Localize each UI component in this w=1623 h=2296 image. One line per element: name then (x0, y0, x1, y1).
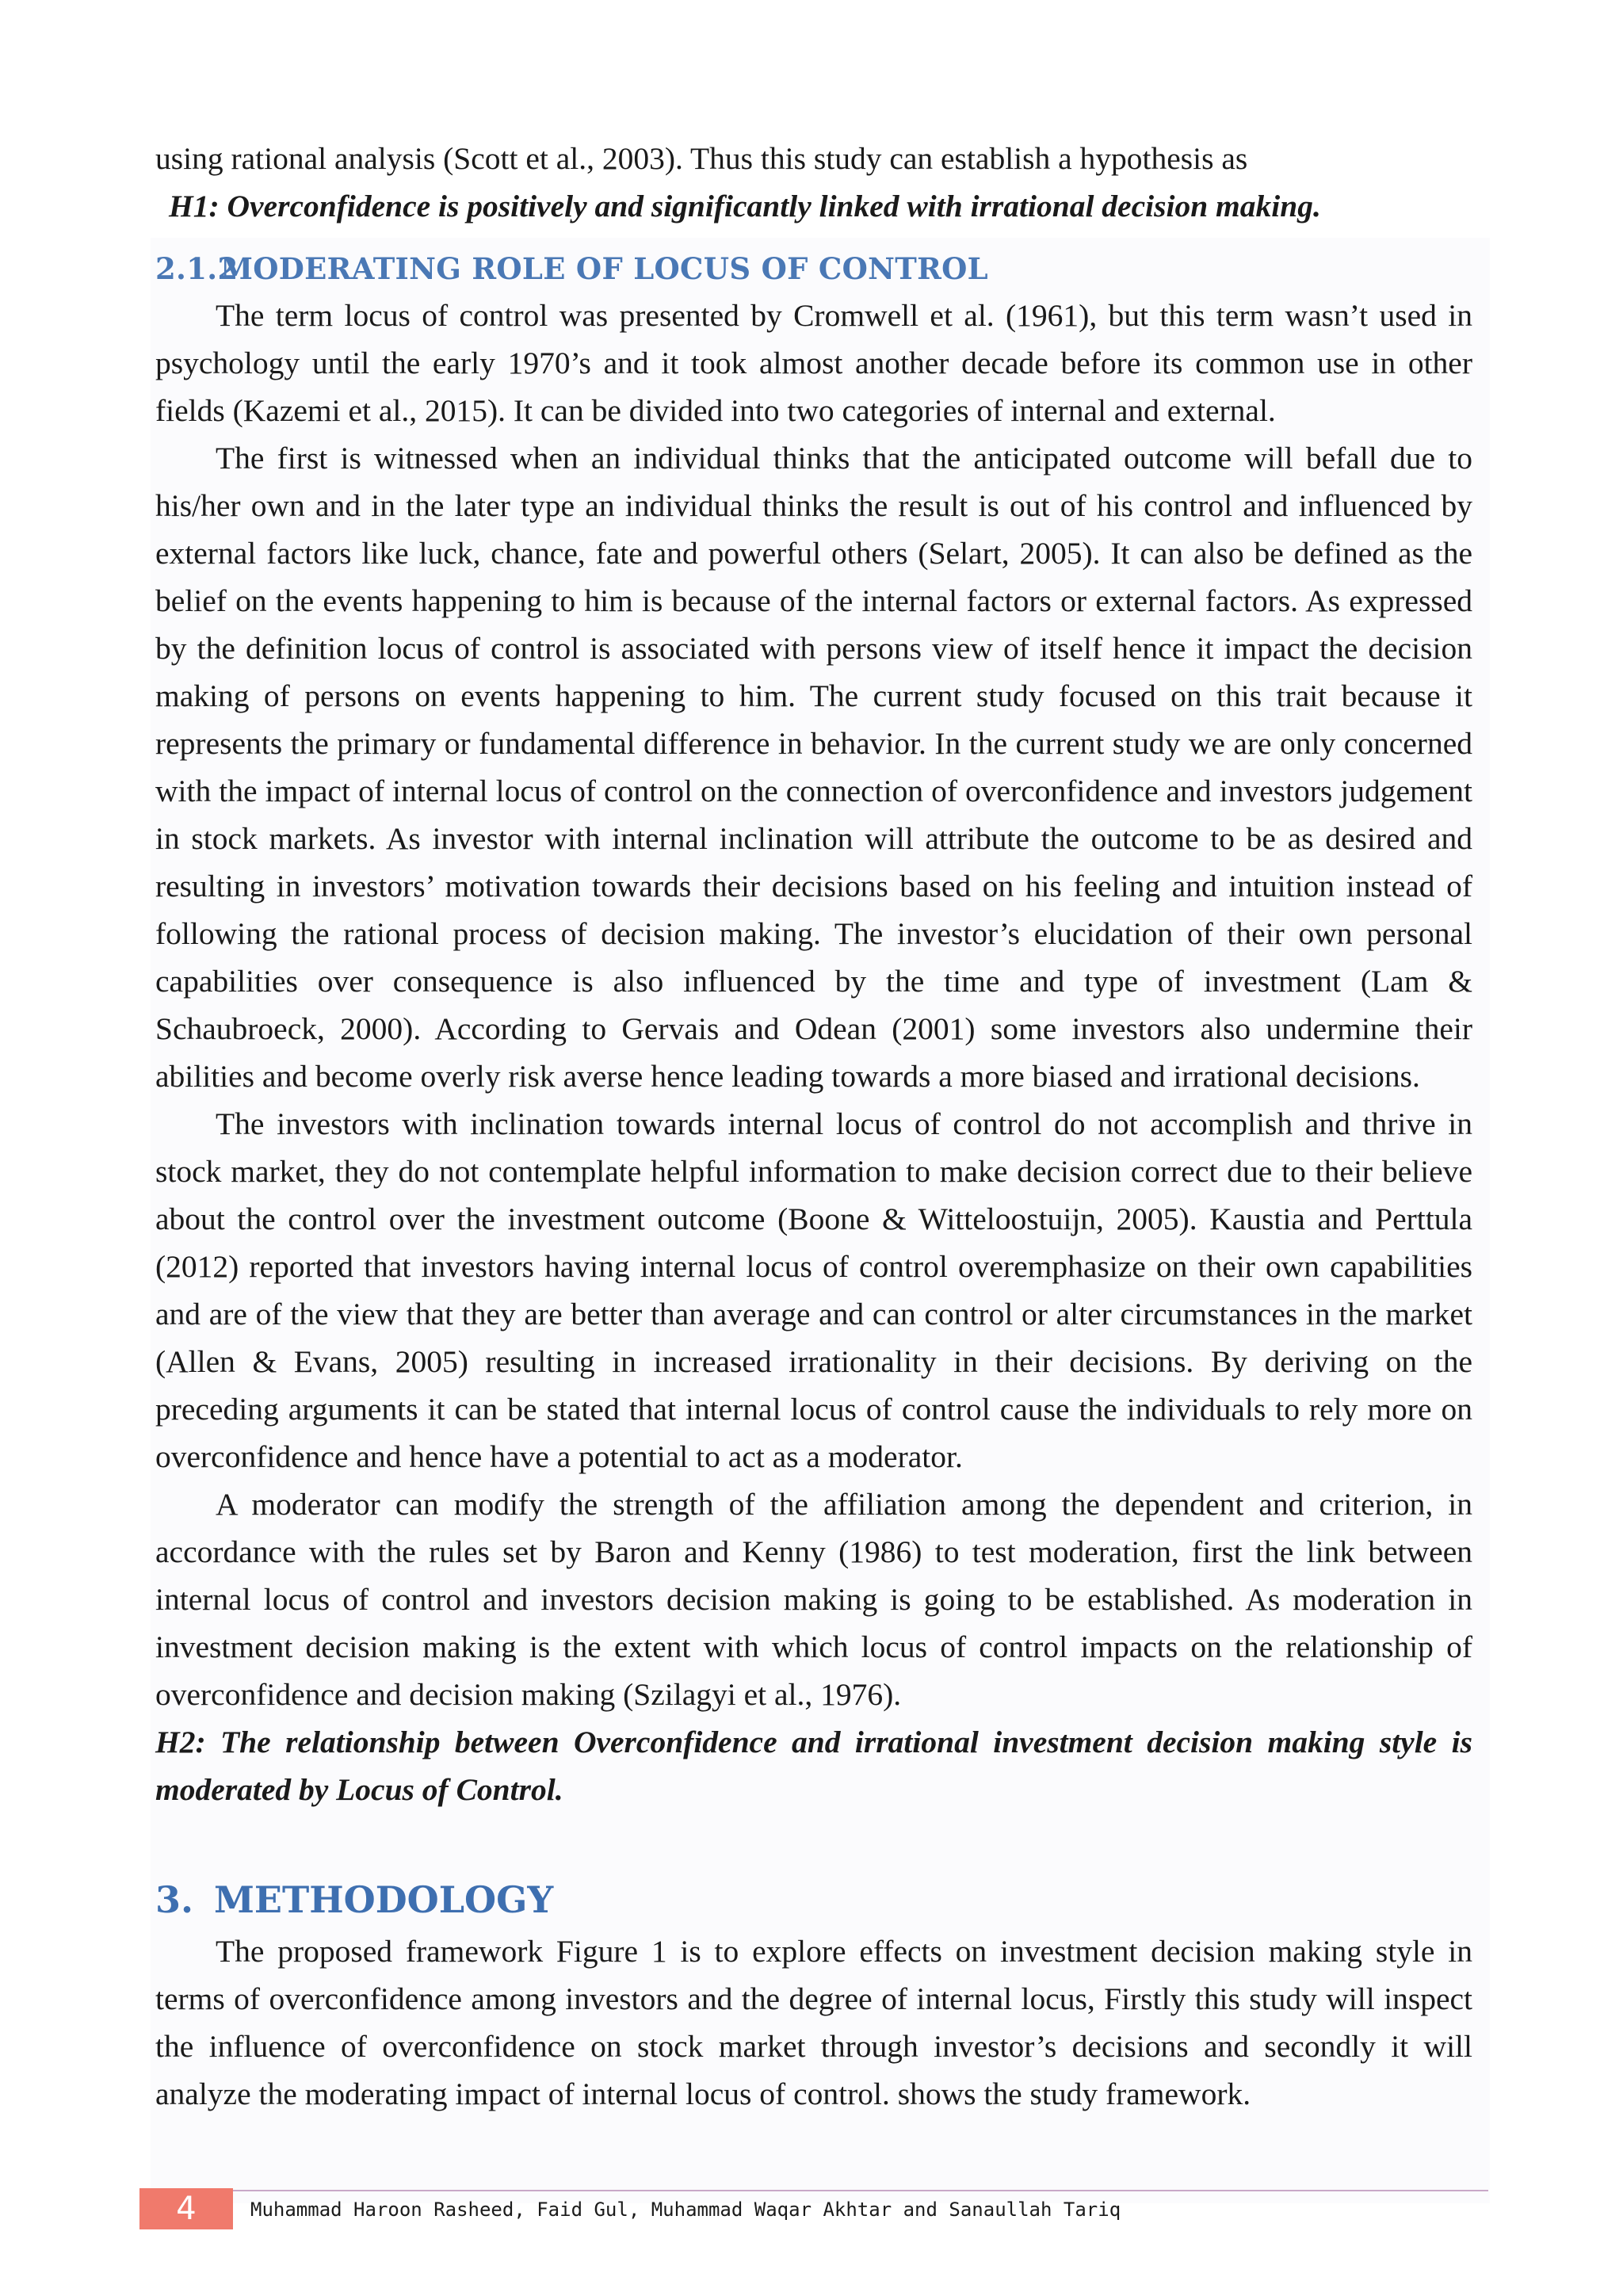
section-title: METHODOLOGY (214, 1878, 554, 1921)
paragraph-internal-locus-investors: The investors with inclination towards internal locus of control do not accomplish and thrive in stock market, they do not contemplate helpful information to make decision correct due to their believe about the control over the investment outcome (Boone & Witteloostuijn, 2005). Kaustia and Perttula (2012) reported that investors having internal locus of control overemphasize on their own capabilities and are of the view that they are better than average and can control or alter circumstances in the market (Allen & Evans, 2005) resulting in increased irrationality in their decisions. By deriving on the preceding arguments it can be stated that internal locus of control cause the individuals to rely more on overconfidence and hence have a potential to act as a moderator. (155, 1106, 1472, 1474)
subsection-title: MODERATING ROLE OF LOCUS OF CONTROL (220, 251, 988, 286)
subsection-heading (155, 246, 1472, 292)
footer-rule (230, 2190, 1488, 2191)
subsection-number: 2.1.2 (155, 251, 239, 286)
footer-authors: Muhammad Haroon Rasheed, Faid Gul, Muhammad Waqar Akhtar and Sanaullah Tariq (250, 2199, 1121, 2221)
paragraph-methodology: The proposed framework Figure 1 is to explore effects on investment decision making style in terms of overconfidence among investors and the degree of internal locus, Firstly this study will inspect the influence of overconfidence on stock market through investor’s decisions and secondly it will analyze the moderating impact of internal locus of control. shows the study framework. (155, 1934, 1472, 2111)
hypothesis-h2: H2: The relationship between Overconfidence and irrational investment decision making style is moderated by Locus of Control. (155, 1725, 1472, 1807)
page-number: 4 (139, 2188, 233, 2229)
paragraph-locus-definition: The term locus of control was presented by Cromwell et al. (1961), but this term wasn’t used in psychology until the early 1970’s and it took almost another decade before its common use in other fields (Kazemi et al., 2015). It can be divided into two categories of internal and external. (155, 298, 1472, 428)
intro-paragraph: using rational analysis (Scott et al., 2003). Thus this study can establish a hypothesis as (155, 141, 1248, 176)
page-content (155, 135, 1472, 2118)
paragraph-internal-external: The first is witnessed when an individual thinks that the anticipated outcome will befall due to his/her own and in the later type an individual thinks the result is out of his control and influenced by external factors like luck, chance, fate and powerful others (Selart, 2005). It can also be defined as the belief on the events happening to him is because of the internal factors or external factors. As expressed by the definition locus of control is associated with persons view of itself hence it impact the decision making of persons on events happening to him. The current study focused on this trait because it represents the primary or fundamental difference in behavior. In the current study we are only concerned with the impact of internal locus of control on the connection of overconfidence and investors judgement in stock markets. As investor with internal inclination will attribute the outcome to be as desired and resulting in investors’ motivation towards their decisions based on his feeling and intuition instead of following the rational process of decision making. The investor’s elucidation of their own personal capabilities over consequence is also influenced by the time and type of investment (Lam & Schaubroeck, 2000). According to Gervais and Odean (2001) some investors also undermine their abilities and become overly risk averse hence leading towards a more biased and irrational decisions. (155, 441, 1472, 1094)
section-number: 3. (155, 1878, 194, 1921)
paragraph-moderator: A moderator can modify the strength of the affiliation among the dependent and criterion, in accordance with the rules set by Baron and Kenny (1986) to test moderation, first the link between internal locus of control and investors decision making is going to be established. As moderation in investment decision making is the extent with which locus of control impacts on the relationship of overconfidence and decision making (Szilagyi et al., 1976). (155, 1487, 1472, 1712)
section-heading (155, 1872, 1472, 1927)
hypothesis-h1: H1: Overconfidence is positively and significantly linked with irrational decision making. (169, 189, 1321, 223)
